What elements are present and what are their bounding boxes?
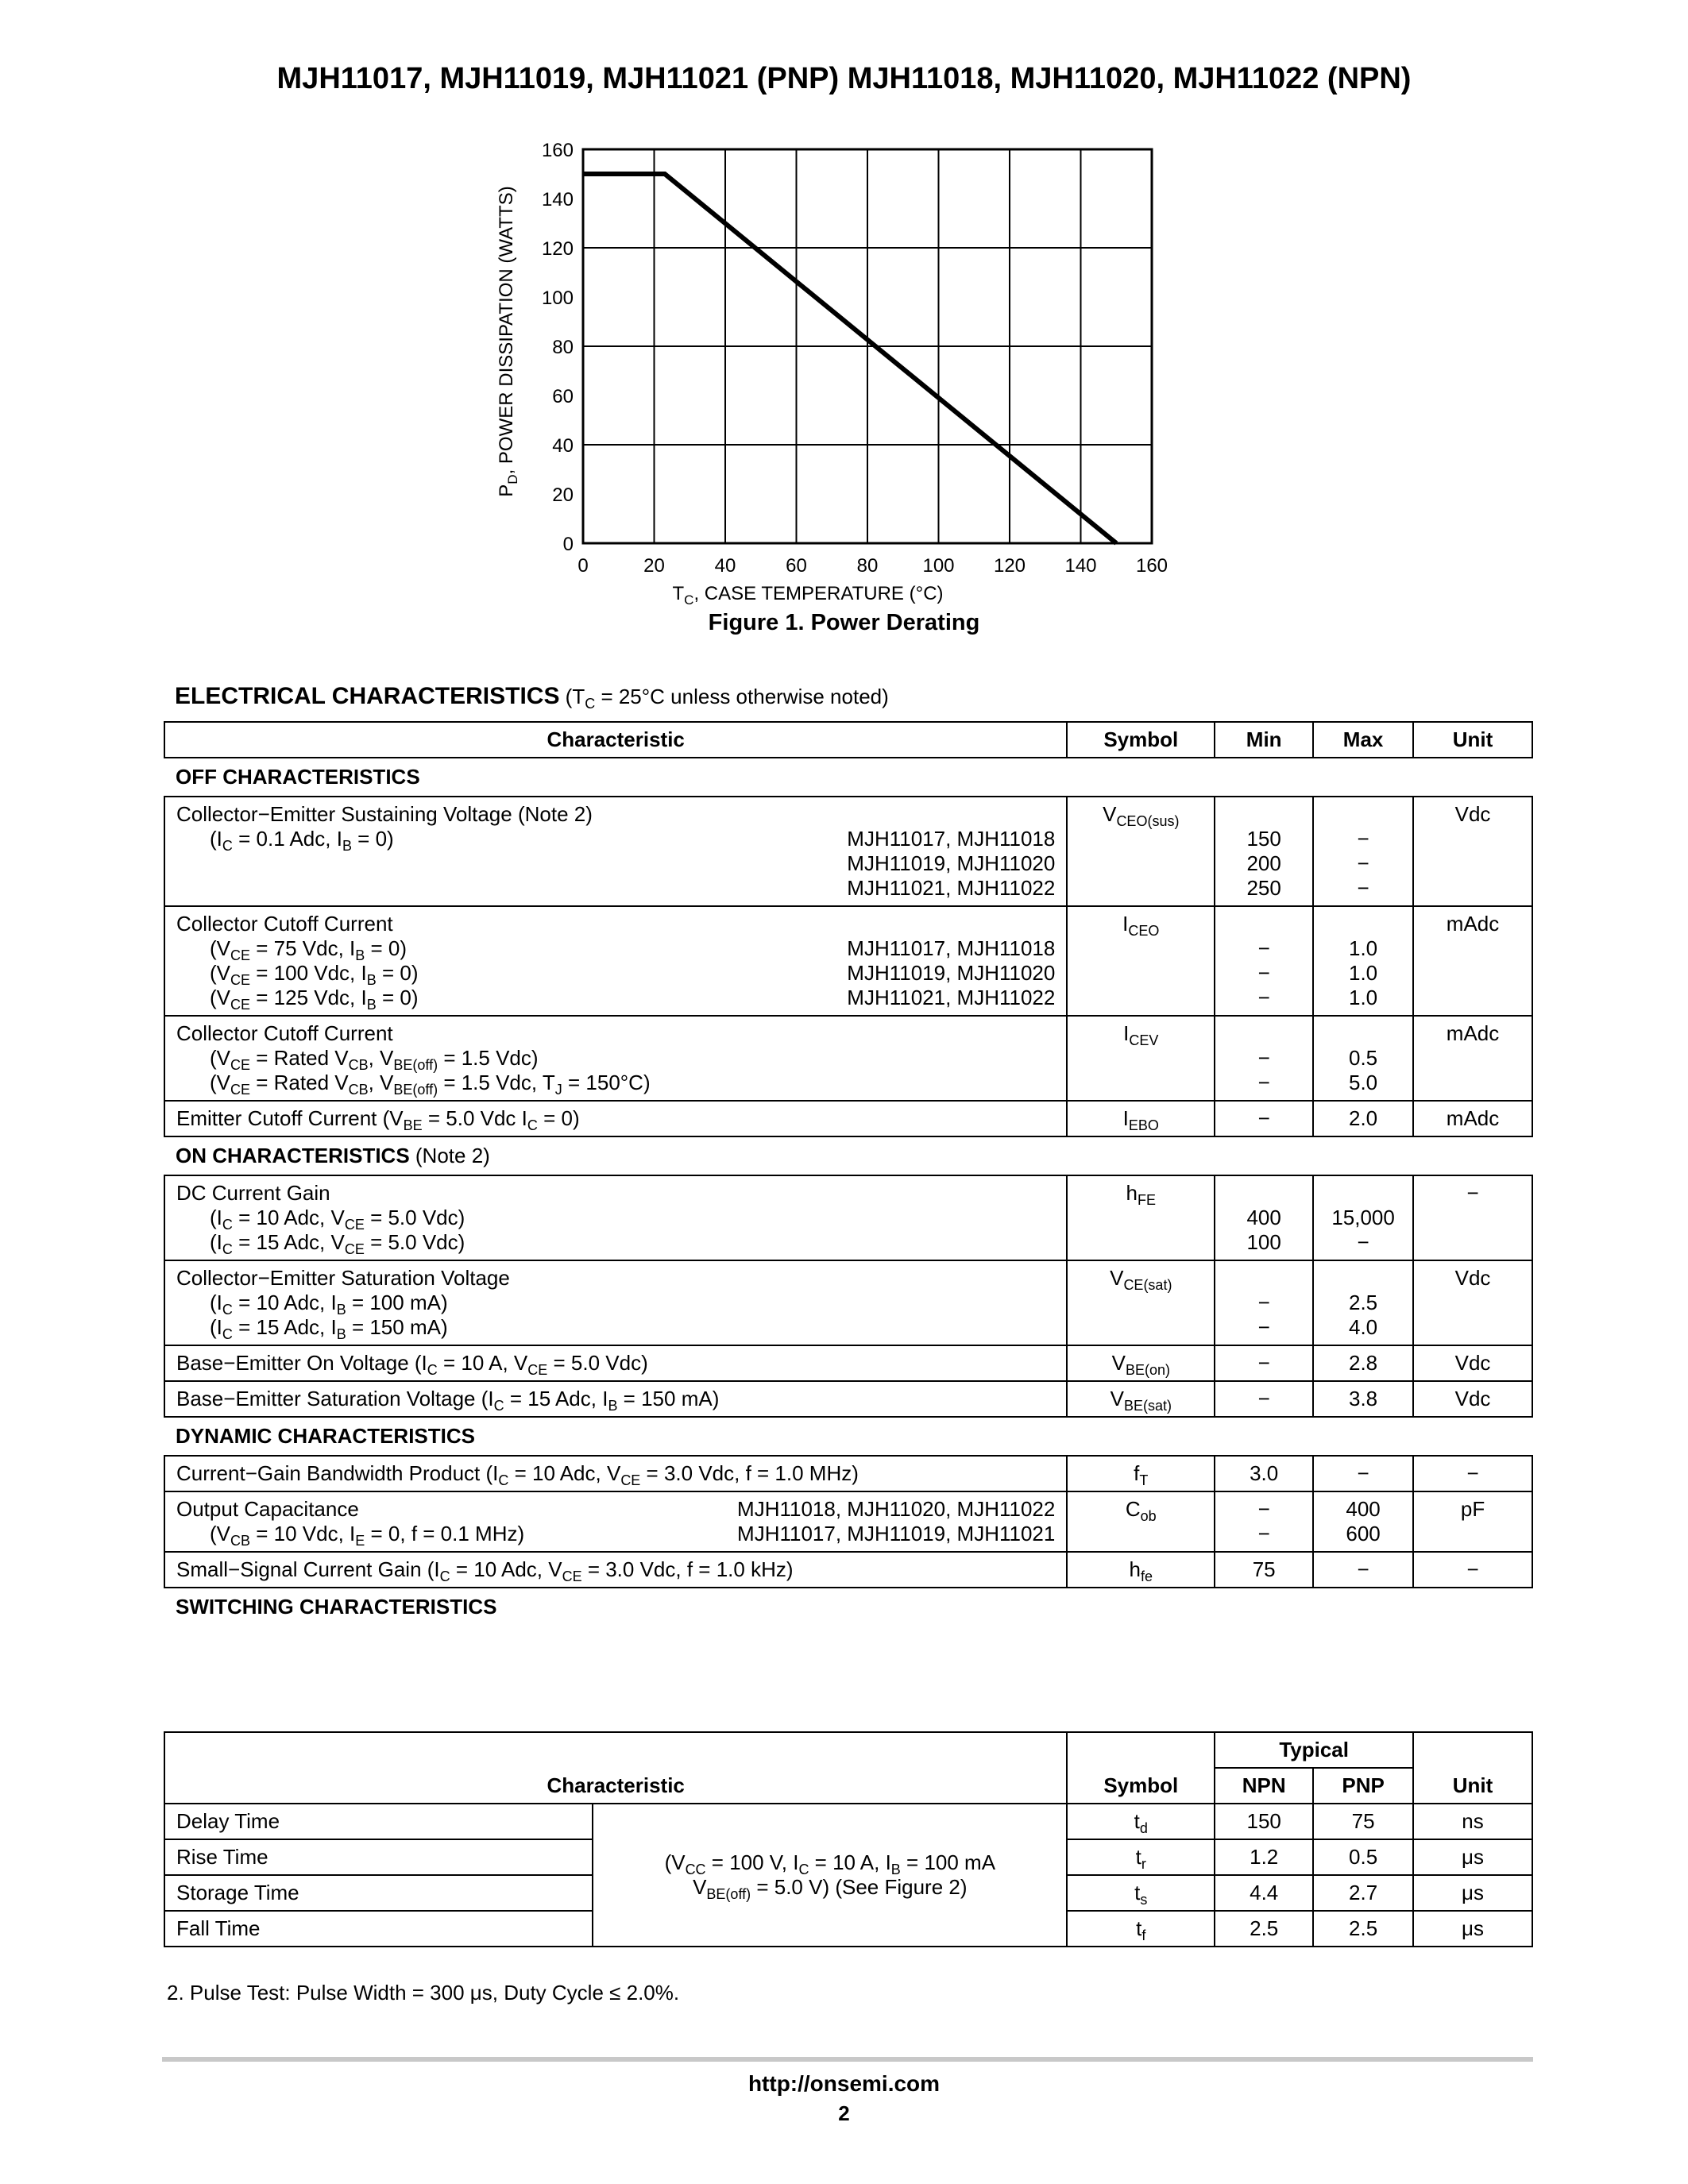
section-dynamic: DYNAMIC CHARACTERISTICS <box>164 1417 1532 1456</box>
table-header: Characteristic Symbol Typical Unit <box>164 1732 1532 1768</box>
table-row: Emitter Cutoff Current ($V_{BE} = 5.0$ Vdc $I_C = 0$) $I_{EBO}$ − 2.0 mAdc <box>164 1101 1532 1136</box>
electrical-characteristics-heading: ELECTRICAL CHARACTERISTICS ($T_C = 25^\circ C$ unless otherwise noted) <box>175 683 889 712</box>
power-derating-chart <box>492 143 1207 612</box>
section-on: ON CHARACTERISTICS (Note 2) <box>164 1136 1532 1175</box>
y-tick-label: 140 <box>541 189 574 210</box>
table-row: Base−Emitter Saturation Voltage ($I_C = 15$ Adc, $I_B = 150$ mA) $V_{BE(sat)}$ − 3.8 Vdc <box>164 1381 1532 1417</box>
y-tick-label: 20 <box>552 484 574 506</box>
section-off: OFF CHARACTERISTICS <box>164 758 1532 797</box>
footer-url-link[interactable]: http://onsemi.com <box>747 2071 941 2096</box>
x-tick-label: 80 <box>856 555 879 577</box>
x-tick-label: 60 <box>786 555 807 577</box>
x-tick-label: 140 <box>1064 555 1097 577</box>
y-tick-label: 40 <box>552 435 574 457</box>
table-row: Rise Time $t_r$ 1.2 0.5 μs <box>164 1839 1532 1875</box>
x-tick-label: 100 <box>922 555 955 577</box>
table-row: Output Capacitance ($V_{CB} = 10$ Vdc, $I_E = 0$, f = 0.1 MHz) MJH11018, MJH11020, MJH11022 MJH11017, MJH11019, MJH11021 $C_{ob}$ − − 400 600 pF <box>164 1491 1532 1552</box>
electrical-characteristics-table <box>164 721 1533 1626</box>
x-tick-label: 120 <box>993 555 1026 577</box>
page-title: MJH11017, MJH11019, MJH11021 (PNP) MJH11018, MJH11020, MJH11022 (NPN) <box>276 62 1412 95</box>
switching-characteristics-table: Characteristic Symbol Typical Unit NPN PNP Delay Time ($V_{CC} = 100$ V, $I_C = 10$ A, $I_B = 100$ mA $V_{BE(off)} = 5.0$ V) (See Figure 2) $t_d$ 150 75 ns Rise Time $t_r$ 1.2 0.5 μs Storage Time $t_s$ 4.4 2.7 μs Fall Time $t_f$ 2.5 2.5 μs <box>164 1731 1533 1947</box>
table-row: Current−Gain Bandwidth Product ($I_C = 10$ Adc, $V_{CE} = 3.0$ Vdc, f = 1.0 MHz) $f_T$ 3.0 − − <box>164 1456 1532 1491</box>
page-number: 2 <box>838 2101 850 2125</box>
table-row: Collector Cutoff Current ($V_{CE}$ = Rated $V_{CB}$, $V_{BE(off)} = 1.5$ Vdc) ($V_{CE}$ = Rated $V_{CB}$, $V_{BE(off)} = 1.5$ Vdc, $T_J = 150^\circ C$) $I_{CEV}$ − − 0.5 5.0 mAdc <box>164 1016 1532 1101</box>
y-axis-label: $P_D$, POWER DISSIPATION (WATTS) <box>496 186 520 497</box>
table-row: Small−Signal Current Gain ($I_C = 10$ Adc, $V_{CE} = 3.0$ Vdc, f = 1.0 kHz) $h_{fe}$ 75 − − <box>164 1552 1532 1588</box>
y-tick-label: 120 <box>541 238 574 260</box>
x-tick-label: 20 <box>643 555 665 577</box>
table-row: Base−Emitter On Voltage ($I_C = 10$ A, $V_{CE} = 5.0$ Vdc) $V_{BE(on)}$ − 2.8 Vdc <box>164 1345 1532 1381</box>
y-tick-label: 80 <box>552 337 574 358</box>
test-conditions: ($V_{CC} = 100$ V, $I_C = 10$ A, $I_B = 100$ mA $V_{BE(off)} = 5.0$ V) (See Figure 2) <box>593 1804 1067 1947</box>
table-row: Delay Time ($V_{CC} = 100$ V, $I_C = 10$ A, $I_B = 100$ mA $V_{BE(off)} = 5.0$ V) (See Figure 2) $t_d$ 150 75 ns <box>164 1804 1532 1839</box>
x-tick-label: 0 <box>577 555 589 577</box>
table-row: Storage Time $t_s$ 4.4 2.7 μs <box>164 1875 1532 1911</box>
table-row: DC Current Gain ($I_C = 10$ Adc, $V_{CE} = 5.0$ Vdc) ($I_C = 15$ Adc, $V_{CE} = 5.0$ Vdc) $h_{FE}$ 400 100 15,000 − − <box>164 1175 1532 1260</box>
table-row: Fall Time $t_f$ 2.5 2.5 μs <box>164 1911 1532 1947</box>
section-switching: SWITCHING CHARACTERISTICS <box>164 1588 1532 1626</box>
y-tick-label: 100 <box>541 287 574 309</box>
derating-curve <box>583 174 1116 543</box>
table-row: Collector−Emitter Sustaining Voltage (Note 2) ($I_C = 0.1$ Adc, $I_B = 0$) MJH11017, MJH11018 MJH11019, MJH11020 MJH11021, MJH11022 $V_{CEO(sus)}$ 150 200 250 − − − Vdc <box>164 797 1532 906</box>
x-axis-label: $T_C$, CASE TEMPERATURE (°C) <box>672 583 944 608</box>
table-header: Characteristic Symbol Min Max Unit <box>164 722 1532 758</box>
footnote: 2. Pulse Test: Pulse Width = 300 μs, Duty Cycle ≤ 2.0%. <box>167 1981 680 2005</box>
footer-divider <box>162 2057 1533 2062</box>
table-row: Collector Cutoff Current ($V_{CE} = 75$ Vdc, $I_B = 0$) ($V_{CE} = 100$ Vdc, $I_B = 0$) ($V_{CE} = 125$ Vdc, $I_B = 0$) MJH11017, MJH11018 MJH11019, MJH11020 MJH11021, MJH11022 $I_{CEO}$ − − − 1.0 1.0 1.0 mAdc <box>164 906 1532 1016</box>
x-tick-label: 40 <box>714 555 736 577</box>
y-tick-label: 60 <box>552 386 574 407</box>
x-tick-label: 160 <box>1135 555 1168 577</box>
y-tick-label: 0 <box>562 534 574 555</box>
table-row: Collector−Emitter Saturation Voltage ($I_C = 10$ Adc, $I_B = 100$ mA) ($I_C = 15$ Adc, $I_B = 150$ mA) $V_{CE(sat)}$ − − 2.5 4.0 Vdc <box>164 1260 1532 1345</box>
figure-caption: Figure 1. Power Derating <box>708 610 980 635</box>
y-tick-label: 160 <box>541 143 574 161</box>
